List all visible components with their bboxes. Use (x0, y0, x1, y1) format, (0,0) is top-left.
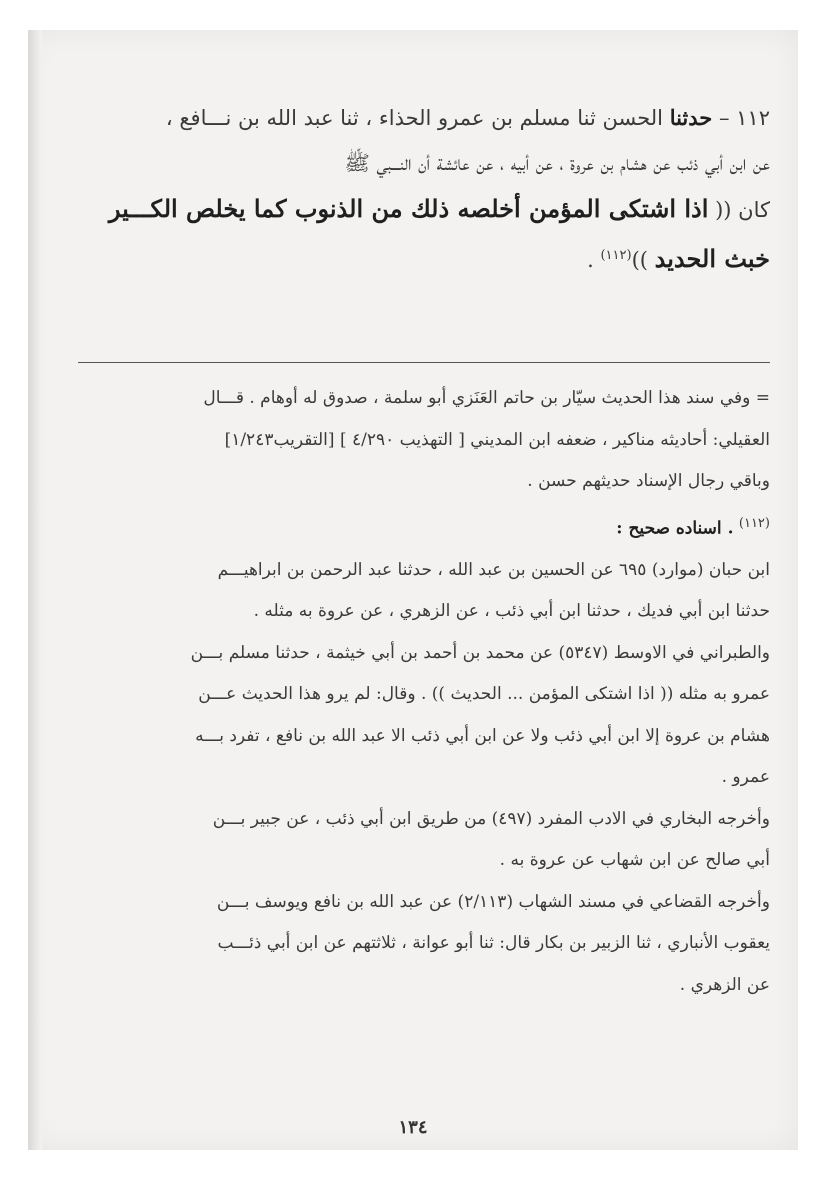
footnote-heading (80, 503, 770, 550)
hadith-keyword: حدثنا (669, 105, 713, 130)
hadith-number: ١١٢ – (718, 106, 770, 130)
footnote-line: العقيلي: أحاديثه مناكير ، ضعفه ابن المديني [ التهذيب ٤/٢٩٠ ] [التقريب١/٢٤٣] (224, 429, 770, 450)
hadith-close-quote: )) (631, 248, 648, 272)
footnotes (80, 378, 770, 1006)
footnote-line: عن الزهري . (679, 974, 770, 995)
footnote-line: يعقوب الأنباري ، ثنا الزبير بن بكار قال: ثنا أبو عوانة ، ثلاثتهم عن ابن أبي ذئـــب (217, 933, 770, 954)
footnote-line: وأخرجه البخاري في الادب المفرد (٤٩٧) من طريق ابن أبي ذئب ، عن جبير بـــن (212, 808, 770, 829)
page-edge-shadow (28, 30, 42, 1150)
footnote-line: والطبراني في الاوسط (٥٣٤٧) عن محمد بن أحمد بن أبي خيثمة ، حدثنا مسلم بـــن (190, 642, 770, 663)
hadith-line-3-prefix: كان (( (715, 198, 770, 222)
hadith-line-3 (80, 186, 770, 233)
footnote-heading-text: . اسناده صحيح : (616, 518, 734, 539)
footnote-line: = وفي سند هذا الحديث سيّار بن حاتم العَنَزي أبو سلمة ، صدوق له أوهام . قـــال (203, 388, 770, 408)
hadith-line-1 (80, 95, 770, 141)
footnote-line: أبي صالح عن ابن شهاب عن عروة به . (499, 850, 770, 871)
footnote-line: وأخرجه القضاعي في مسند الشهاب (٢/١١٣) عن عبد الله بن نافع ويوسف بـــن (216, 891, 770, 912)
footnote-line: ابن حبان (موارد) ٦٩٥ عن الحسين بن عبد الله ، حدثنا عبد الرحمن بن ابراهيـــم (217, 559, 770, 580)
footnote-reference: (١١٢) (600, 248, 632, 263)
hadith-line-4 (80, 233, 770, 283)
footnote-line: وباقي رجال الإسناد حديثهم حسن . (527, 471, 770, 491)
footnote-separator (78, 362, 770, 363)
hadith-end-mark: . (587, 248, 594, 272)
page-number: ١٣٤ (398, 1117, 428, 1138)
hadith-matn: اذا اشتكى المؤمن أخلصه ذلك من الذنوب كما يخلص الكـــير (108, 194, 709, 223)
hadith-text (80, 95, 770, 283)
hadith-line-1-text: الحسن ثنا مسلم بن عمرو الحذاء ، ثنا عبد الله بن نـــافع ، (165, 106, 663, 130)
footnote-heading-ref: (١١٢) (738, 515, 770, 531)
hadith-line-2: عن ابن أبي ذئب عن هشام بن عروة ، عن أبيه ، عن عائشة أن النـــبي ﷺ (344, 151, 770, 175)
footnote-line: عمرو . (721, 767, 770, 788)
hadith-matn-end: خبث الحديد (654, 244, 770, 273)
footnote-line: حدثنا ابن أبي فديك ، حدثنا ابن أبي ذئب ، عن الزهري ، عن عروة به مثله . (253, 601, 770, 622)
footnote-line: عمرو به مثله (( اذا اشتكى المؤمن ... الحديث )) . وقال: لم يرو هذا الحديث عـــن (198, 684, 770, 705)
footnote-line: هشام بن عروة إلا ابن أبي ذئب ولا عن ابن أبي ذئب الا عبد الله بن نافع ، تفرد بـــه (195, 725, 770, 746)
